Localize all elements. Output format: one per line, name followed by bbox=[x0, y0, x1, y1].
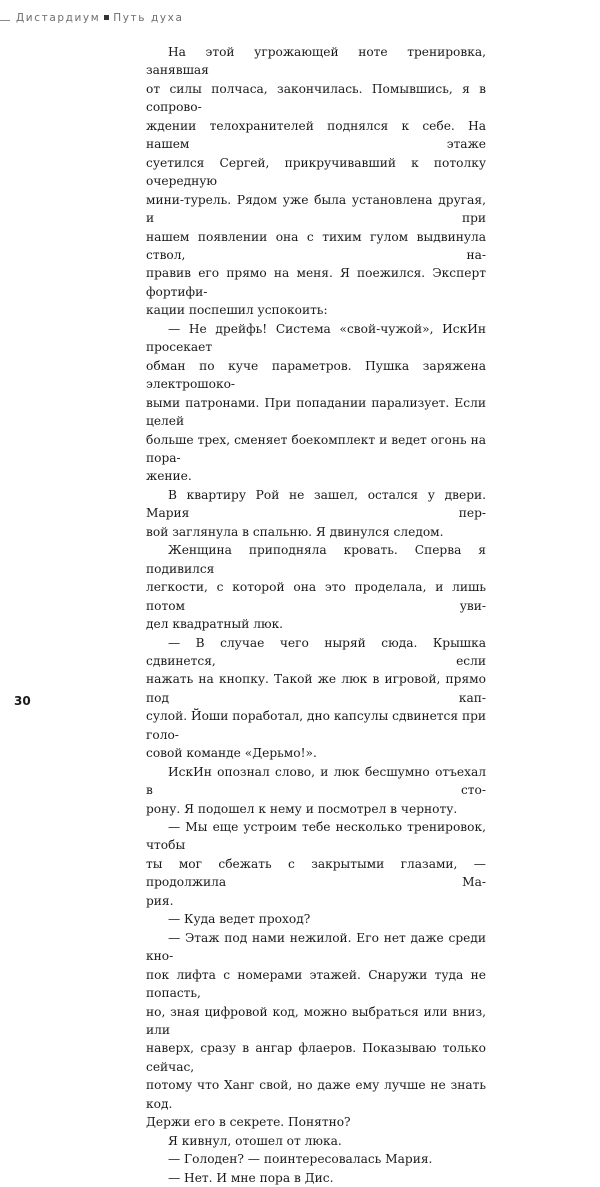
text-line: больше трех, сменяет боекомплект и ведет огонь на пора- bbox=[146, 432, 486, 465]
text-line: ИскИн опознал слово, и люк бесшумно отъехал в сто- bbox=[146, 764, 486, 798]
text-line: нажать на кнопку. Такой же люк в игровой, прямо под кап- bbox=[146, 672, 486, 705]
text-line: правив его прямо на меня. Я поежился. Эксперт фортифи- bbox=[146, 266, 486, 299]
text-line: нашем появлении она с тихим гулом выдвинула ствол, на- bbox=[146, 229, 486, 262]
text-line: кации поспешил успокоить: bbox=[146, 303, 328, 318]
text-line: — Не дрейфь! Система «свой-чужой», ИскИн просекает bbox=[146, 321, 486, 355]
paragraph bbox=[146, 320, 486, 486]
text-line: выми патронами. При попадании парализует. Если целей bbox=[146, 395, 486, 429]
text-line: — Этаж под нами нежилой. Его нет даже среди кно- bbox=[146, 930, 486, 964]
paragraph bbox=[146, 1150, 486, 1168]
text-line: ты мог сбежать с закрытыми глазами, — продолжила Ма- bbox=[146, 856, 486, 890]
text-line: Женщина приподняла кровать. Сперва я подивился bbox=[146, 543, 486, 576]
text-line: Держи его в секрете. Понятно? bbox=[146, 1115, 351, 1130]
text-line: мини-турель. Рядом уже была установлена другая, и при bbox=[146, 192, 486, 226]
page-number: 30 bbox=[14, 694, 31, 708]
section-title: Путь духа bbox=[113, 12, 184, 24]
text-line: — Мы еще устроим тебе несколько тренировок, чтобы bbox=[146, 820, 486, 853]
text-line: от силы полчаса, закончилась. Помывшись, я в сопрово- bbox=[146, 81, 486, 115]
text-line: пок лифта с номерами этажей. Снаружи туда не попасть, bbox=[146, 967, 486, 1001]
paragraph bbox=[146, 634, 486, 763]
text-line: наверх, сразу в ангар флаеров. Показываю только сейчас, bbox=[146, 1041, 486, 1074]
text-line: — Голоден? — поинтересовалась Мария. bbox=[168, 1152, 433, 1167]
paragraph bbox=[146, 1132, 486, 1150]
body-text bbox=[146, 43, 486, 1187]
text-line: рия. bbox=[146, 893, 174, 908]
square-bullet-icon bbox=[104, 15, 109, 20]
book-title: Дистардиум bbox=[16, 12, 101, 24]
text-line: В квартиру Рой не зашел, остался у двери. Мария пер- bbox=[146, 487, 486, 521]
paragraph bbox=[146, 541, 486, 633]
running-head bbox=[16, 12, 184, 24]
paragraph bbox=[146, 486, 486, 541]
text-line: но, зная цифровой код, можно выбраться или вниз, или bbox=[146, 1004, 486, 1038]
text-line: потому что Ханг свой, но даже ему лучше не знать код. bbox=[146, 1078, 486, 1111]
paragraph bbox=[146, 763, 486, 818]
text-line: легкости, с которой она это проделала, и лишь потом уви- bbox=[146, 580, 486, 613]
text-line: обман по куче параметров. Пушка заряжена электрошоко- bbox=[146, 358, 486, 392]
text-line: ждении телохранителей поднялся к себе. На нашем этаже bbox=[146, 118, 486, 152]
paragraph bbox=[146, 910, 486, 928]
header-rule bbox=[0, 20, 10, 21]
text-line: суетился Сергей, прикручивавший к потолку очередную bbox=[146, 155, 486, 189]
text-line: Я кивнул, отошел от люка. bbox=[168, 1133, 342, 1148]
paragraph bbox=[146, 929, 486, 1132]
text-line: вой заглянула в спальню. Я двинулся следом. bbox=[146, 524, 444, 539]
text-line: — Куда ведет проход? bbox=[168, 912, 311, 927]
paragraph bbox=[146, 818, 486, 910]
text-line: жение. bbox=[146, 469, 192, 484]
text-line: совой команде «Дерьмо!». bbox=[146, 746, 317, 761]
text-line: — В случае чего ныряй сюда. Крышка сдвинется, если bbox=[146, 635, 486, 668]
paragraph bbox=[146, 1169, 486, 1187]
text-line: рону. Я подошел к нему и посмотрел в черноту. bbox=[146, 801, 458, 816]
text-line: дел квадратный люк. bbox=[146, 617, 284, 632]
paragraph bbox=[146, 43, 486, 320]
text-line: — Нет. И мне пора в Дис. bbox=[168, 1170, 334, 1185]
text-line: сулой. Йоши поработал, дно капсулы сдвинется при голо- bbox=[146, 709, 486, 742]
text-line: На этой угрожающей ноте тренировка, занявшая bbox=[146, 45, 486, 78]
